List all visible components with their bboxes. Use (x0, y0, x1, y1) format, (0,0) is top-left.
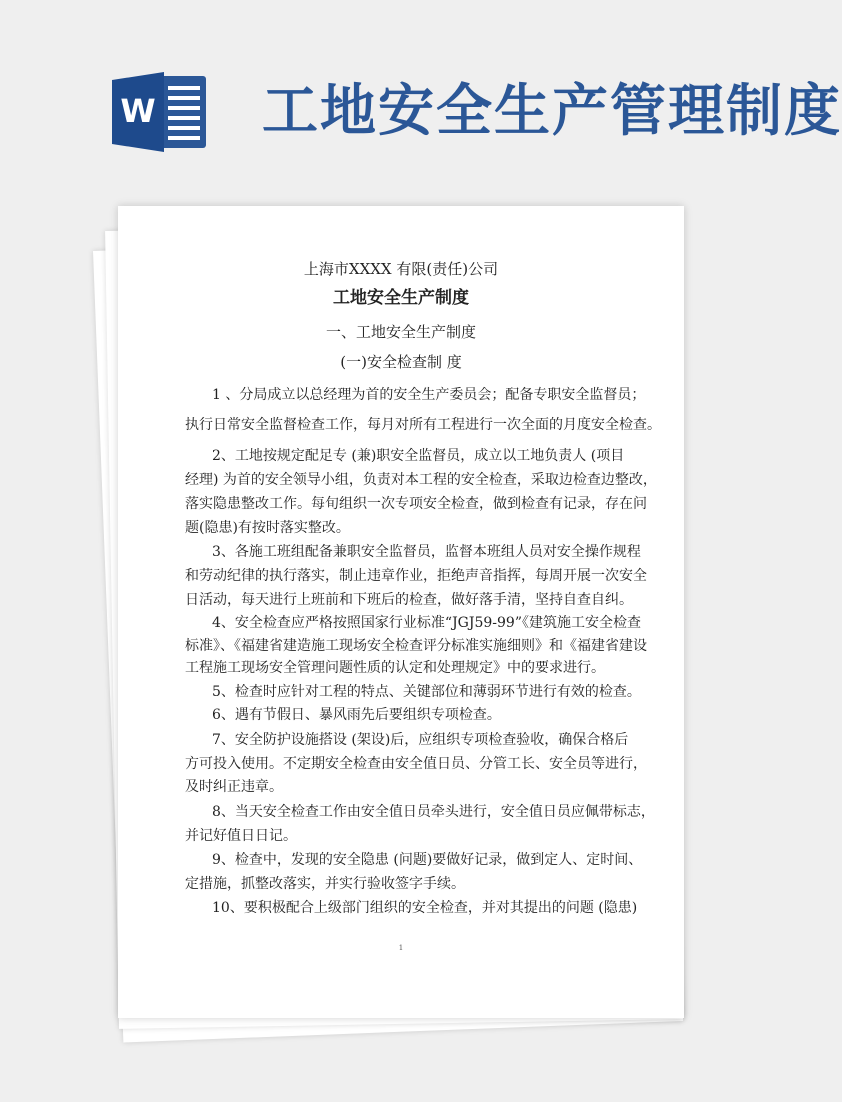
company-name: 上海市XXXX 有限(责任)公司 (303, 260, 499, 278)
body-line: 1 、分局成立以总经理为首的安全生产委员会；配备专职安全监督员； (212, 387, 646, 403)
body-line: 9、检查中，发现的安全隐患 (问题)要做好记录，做到定人、定时间、 (212, 852, 643, 868)
document-title: 工地安全生产制度 (333, 288, 469, 308)
page-number: 1 (398, 944, 404, 952)
body-line: 经理) 为首的安全领导小组，负责对本工程的安全检查，采取边检查边整改， (185, 472, 657, 488)
body-line: 6、遇有节假日、暴风雨先后要组织专项检查。 (212, 707, 501, 723)
body-line: 执行日常安全监督检查工作，每月对所有工程进行一次全面的月度安全检查。 (185, 417, 661, 433)
body-line: 7、安全防护设施搭设 (架设)后，应组织专项检查验收，确保合格后 (212, 732, 629, 748)
section-heading: 一、工地安全生产制度 (325, 323, 476, 341)
body-line: 标准》、《福建省建造施工现场安全检查评分标准实施细则》和《福建省建设 (185, 638, 647, 654)
body-line: 和劳动纪律的执行落实，制止违章作业，拒绝声音指挥，每周开展一次安全 (185, 568, 647, 584)
body-line: 方可投入使用。不定期安全检查由安全值日员、分管工长、安全员等进行， (185, 756, 647, 772)
subsection-heading: (一)安全检查制 度 (340, 353, 462, 371)
body-line: 4、安全检查应严格按照国家行业标准“JGJ59-99”《建筑施工安全检查 (212, 615, 641, 631)
body-line: 工程施工现场安全管理问题性质的认定和处理规定》中的要求进行。 (185, 660, 605, 676)
body-line: 5、检查时应针对工程的特点、关键部位和薄弱环节进行有效的检查。 (212, 684, 641, 700)
body-line: 10、要积极配合上级部门组织的安全检查，并对其提出的问题 (隐患) (212, 900, 638, 916)
body-line: 并记好值日日记。 (185, 828, 297, 844)
document-page (118, 206, 684, 1018)
banner-title: 工地安全生产管理制度 (262, 79, 842, 144)
word-document-icon (112, 70, 208, 154)
body-line: 题(隐患)有按时落实整改。 (185, 520, 350, 536)
body-line: 日活动，每天进行上班前和下班后的检查，做好落手清，坚持自查自纠。 (185, 592, 633, 608)
body-line: 定措施，抓整改落实，并实行验收签字手续。 (185, 876, 465, 892)
body-line: 2、工地按规定配足专 (兼)职安全监督员，成立以工地负责人 (项目 (212, 448, 625, 464)
svg-text:W: W (120, 92, 156, 130)
body-line: 落实隐患整改工作。每旬组织一次专项安全检查，做到检查有记录，存在问 (185, 496, 647, 512)
body-line: 8、当天安全检查工作由安全值日员牵头进行，安全值日员应佩带标志， (212, 804, 655, 820)
body-line: 及时纠正违章。 (185, 779, 283, 795)
body-line: 3、各施工班组配备兼职安全监督员，监督本班组人员对安全操作规程 (212, 544, 641, 560)
